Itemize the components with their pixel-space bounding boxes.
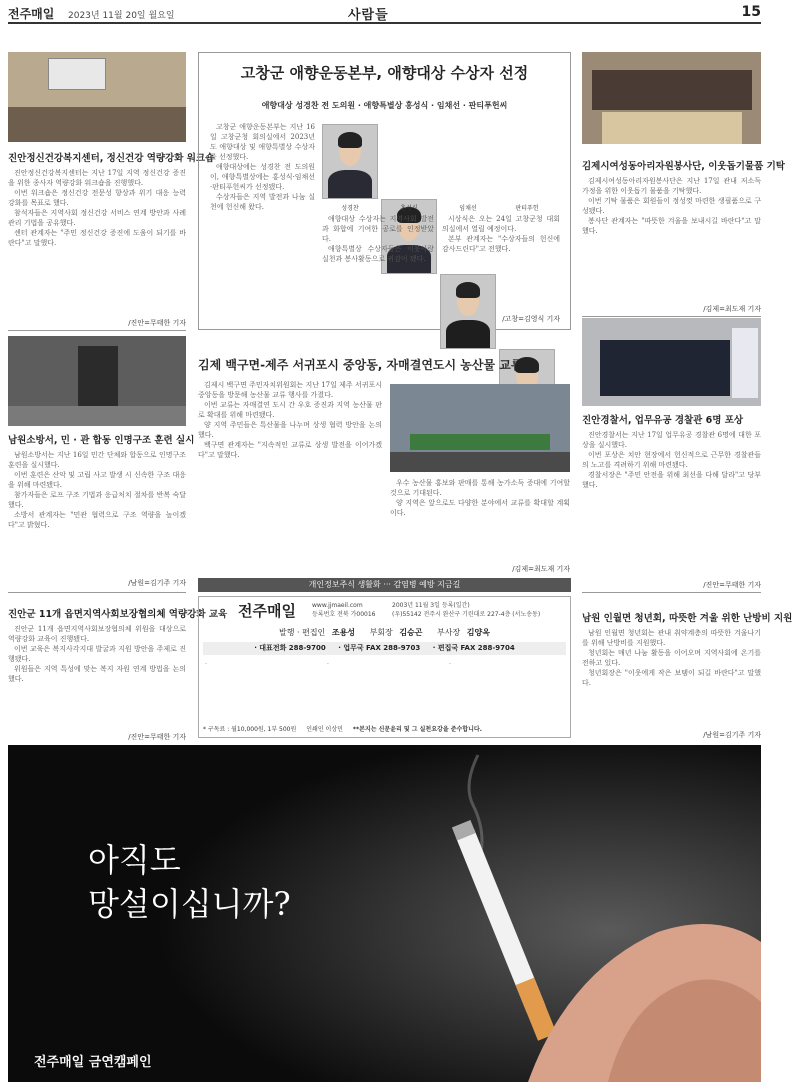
ethics-note: **본지는 신문윤리 및 그 실천요강을 준수합니다.	[352, 726, 482, 733]
article-title: 남원 인월면 청년회, 따뜻한 겨울 위한 난방비 지원	[582, 613, 792, 624]
fax-edit: · 편집국 FAX 288-9704	[432, 644, 515, 652]
portrait-caption: 성경찬	[341, 205, 359, 212]
ad-headline-line2: 망설이십니까?	[88, 885, 291, 923]
slogan-bar: 개인정보주식 생활화 ··· 감염병 예방 지금길	[198, 578, 571, 592]
ceo-name: 김양옥	[466, 628, 490, 637]
fax-business: · 업무국 FAX 288-9703	[338, 644, 421, 652]
subscription: * 구독료 : 월10,000원, 1부 500원	[203, 726, 297, 733]
feature-subtitle: 애향대상 성경찬 전 도의원 · 애향특별상 홍성식 · 임채선 · 판티푸헌씨	[261, 101, 508, 110]
article-body: 진안경찰서는 지난 17일 업무유공 경찰관 6명에 대한 포상을 실시했다. 이번 포상은 치안 현장에서 헌신적으로 근무한 경찰관들의 노고를 격려하기 위해 마련됐다. 경찰서장은 "주민 안전을 위해 최선을 다해 달라"고 당부했다.	[582, 431, 761, 489]
article-body: 진안정신건강복지센터는 지난 17일 지역 정신건강 증진을 위한 종사자 역량강화 워크숍을 진행했다. 이번 워크숍은 정신건강 전문성 향상과 위기 대응 능력 강화를 목표로 했다. 참석자들은 지역사회 정신건강 서비스 연계 방안과 사례 관리 기법을 공유했다. 센터 관계자는 "주민 정신건강 증진에 도움이 되기를 바란다"고 말했다.	[8, 169, 186, 247]
printing: 인쇄인 이상민	[306, 726, 343, 733]
publisher-name: 조용성	[331, 628, 356, 637]
article-body: 진안군 11개 읍면지역사회보장협의체 위원을 대상으로 역량강화 교육이 진행됐다. 이번 교육은 복지사각지대 발굴과 지원 방안을 주제로 진행됐다. 위원들은 지역 특성에 맞는 복지 자원 연계 방법을 논의했다.	[8, 625, 186, 683]
article-title: 진안정신건강복지센터, 정신건강 역량강화 워크숍	[8, 153, 215, 164]
section-title: 사람들	[348, 8, 389, 23]
vp-name: 김승곤	[399, 628, 423, 637]
masthead-website: www.jjmaeil.com	[312, 602, 363, 609]
masthead-registration: 등록번호 전북 가00016	[312, 611, 376, 618]
masthead-address: (우)55142 전주시 완산구 기린대로 227-4층 (서노송동)	[392, 611, 541, 618]
masthead-footer	[203, 724, 566, 733]
article-photo	[390, 384, 570, 472]
article-title: 진안경찰서, 업무유공 경찰관 6명 포상	[582, 415, 744, 426]
portrait-caption: 임채선	[459, 205, 477, 212]
divider	[8, 330, 186, 331]
publisher-label: 발행 · 편집인	[279, 628, 326, 637]
portrait-caption: 홍성식	[400, 205, 418, 212]
feature-body-mid: 애향대상 수상자는 지역사회 발전과 화합에 기여한 공로를 인정받았다. 애향특별상 수상자들은 이웃사랑 실천과 봉사활동으로 귀감이 됐다.	[322, 215, 434, 263]
article-title: 김제 백구면-제주 서귀포시 중앙동, 자매결연도시 농산물 교류	[198, 358, 523, 372]
article-photo	[8, 336, 186, 426]
masthead-reg-date: 2003년 11월 3일 등록(일간)	[392, 602, 470, 609]
divider	[8, 592, 186, 593]
article-byline: /진안=무태한 기자	[128, 319, 186, 327]
article-title: 남원소방서, 민 · 관 합동 인명구조 훈련 실시	[8, 435, 195, 446]
vp-label: 부회장	[369, 628, 393, 637]
brand-logo: 전주매일	[8, 7, 55, 21]
feature-byline: /고창=김영식 기자	[502, 315, 560, 323]
article-byline: /남원=김기주 기자	[128, 579, 186, 587]
bureau-list: · · ·	[205, 661, 451, 668]
article-body: 남원 인월면 청년회는 관내 취약계층의 따뜻한 겨울나기를 위해 난방비를 지원했다. 청년회는 매년 나눔 활동을 이어오며 지역사회에 온기를 전하고 있다. 청년회장은 "이웃에게 작은 보탬이 되길 바란다"고 말했다.	[582, 629, 761, 687]
ad-campaign-label: 전주매일 금연캠페인	[34, 1055, 152, 1070]
article-byline: /김제=최도재 기자	[512, 565, 570, 573]
masthead-name: 전주매일	[238, 602, 296, 620]
article-byline: /김제=최도재 기자	[703, 305, 761, 313]
article-body: 김제시여성동아리자원봉사단은 지난 17일 관내 저소득 가정을 위한 이웃돕기 물품을 기탁했다. 이번 기탁 물품은 회원들이 정성껏 마련한 생필품으로 구성됐다. 봉사단 관계자는 "따뜻한 겨울을 보내시길 바란다"고 말했다.	[582, 177, 761, 235]
article-title: 김제시여성동아리자원봉사단, 이웃돕기물품 기탁	[582, 161, 785, 172]
masthead-phones	[203, 642, 566, 655]
ceo-label: 부사장	[437, 628, 461, 637]
anti-smoking-ad	[8, 745, 761, 1082]
divider	[582, 316, 761, 317]
article-body: 우수 농산물 홍보와 판매를 통해 농가소득 증대에 기여할 것으로 기대된다. 양 지역은 앞으로도 다양한 분야에서 교류를 확대할 계획이다.	[390, 479, 570, 517]
article-body: 김제시 백구면 주민자치위원회는 지난 17일 제주 서귀포시 중앙동을 방문해 농산물 교류 행사를 가졌다. 이번 교류는 자매결연 도시 간 우호 증진과 지역 농산물 판로 확대를 위해 마련됐다. 양 지역 주민들은 특산물을 나누며 상생 협력 방안을 논의했다. 백구면 관계자는 "지속적인 교류로 상생 발전을 이어가겠다"고 말했다.	[198, 381, 382, 459]
article-photo	[582, 318, 761, 406]
article-byline: /남원=김기주 기자	[703, 731, 761, 739]
divider	[582, 592, 761, 593]
portrait-photo	[322, 124, 378, 199]
phone-main: · 대표전화 288-9700	[254, 644, 326, 652]
article-photo	[582, 52, 761, 144]
article-byline: /진안=무태한 기자	[703, 581, 761, 589]
masthead-staff	[198, 627, 571, 638]
article-title: 진안군 11개 읍면지역사회보장협의체 역량강화 교육	[8, 609, 228, 620]
portrait-caption: 판티푸헌	[515, 205, 539, 212]
feature-body-right: 시상식은 오는 24일 고창군청 대회의실에서 열릴 예정이다. 본부 관계자는 "수상자들의 헌신에 감사드린다"고 전했다.	[442, 215, 560, 253]
article-byline: /진안=무태한 기자	[128, 733, 186, 741]
issue-date: 2023년 11월 20일 월요일	[68, 11, 175, 21]
feature-title: 고창군 애향운동본부, 애향대상 수상자 선정	[240, 64, 529, 82]
article-body: 남원소방서는 지난 16일 민간 단체와 합동으로 인명구조 훈련을 실시했다. 이번 훈련은 산악 및 고립 사고 발생 시 신속한 구조 대응을 위해 마련됐다. 참가자들은 로프 구조 기법과 응급처치 절차를 반복 숙달했다. 소방서 관계자는 "민관 협력으로 구조 역량을 높이겠다"고 밝혔다.	[8, 451, 186, 529]
article-photo	[8, 52, 186, 142]
page-number: 15	[741, 4, 761, 20]
ad-headline-line1: 아직도	[88, 841, 181, 879]
page-header	[8, 4, 761, 24]
feature-body-left: 고창군 애향운동본부는 지난 16일 고창군청 회의실에서 2023년도 애향대상 및 애향특별상 수상자를 선정했다. 애향대상에는 성경찬 전 도의원이, 애향특별상에는 홍성식·임채선·판티푸헌씨가 선정됐다. 수상자들은 지역 발전과 나눔 실천에 헌신해 왔다.	[210, 123, 315, 211]
